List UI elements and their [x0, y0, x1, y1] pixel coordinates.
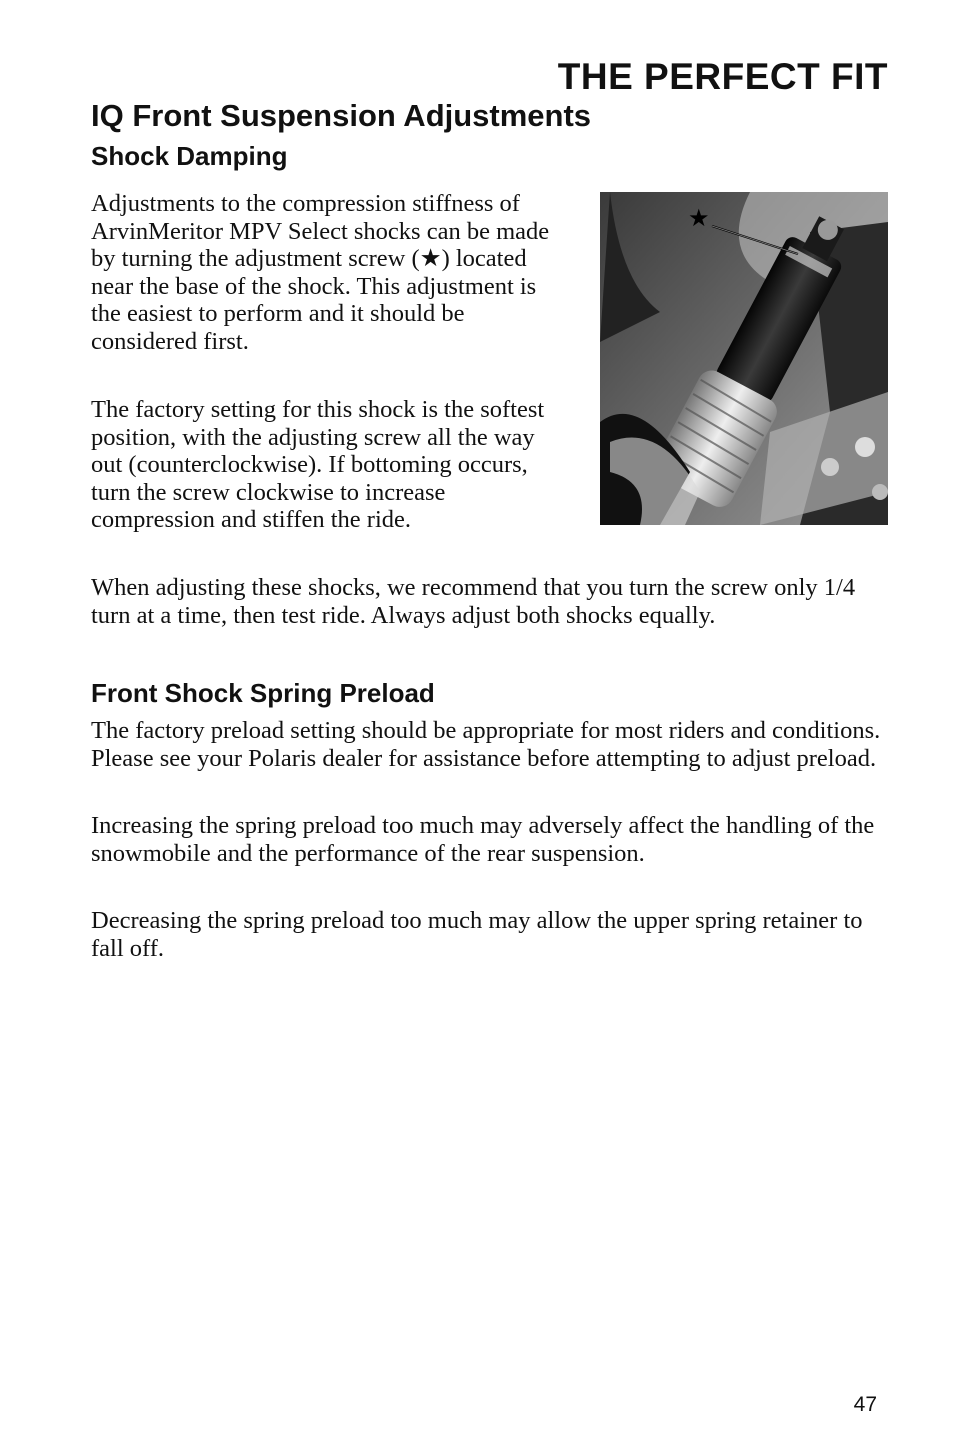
page-number: 47	[853, 1393, 877, 1416]
photo-star-marker: ★	[688, 204, 710, 232]
spring-preload-paragraph-3: Decreasing the spring preload too much may allow the upper spring retainer to fall off.	[91, 907, 863, 962]
chapter-title: THE PERFECT FIT	[557, 56, 888, 97]
spring-preload-paragraph-2: Increasing the spring preload too much may adversely affect the handling of the snowmobile and the performance of the rear suspension.	[91, 812, 875, 867]
section-title: IQ Front Suspension Adjustments	[91, 98, 592, 133]
shock-absorber-photo	[600, 192, 888, 525]
shock-damping-paragraph-2: The factory setting for this shock is the softest position, with the adjusting screw all the way out (counterclockwise). If bottoming occurs, turn the screw clockwise to increase compression and stiffen the ride.	[91, 396, 545, 533]
spring-preload-heading: Front Shock Spring Preload	[91, 678, 435, 708]
shock-damping-paragraph-1: Adjustments to the compression stiffness of ArvinMeritor MPV Select shocks can be made by turning the adjustment screw (★) located near the base of the shock. This adjustment is the easiest to perform and it should be considered first.	[91, 190, 550, 355]
spring-preload-paragraph-1: The factory preload setting should be appropriate for most riders and conditions. Please see your Polaris dealer for assistance before attempting to adjust preload.	[91, 717, 881, 772]
shock-damping-heading: Shock Damping	[91, 141, 288, 171]
shock-damping-paragraph-3: When adjusting these shocks, we recommend that you turn the screw only 1/4 turn at a time, then test ride. Always adjust both shocks equally.	[91, 574, 856, 629]
